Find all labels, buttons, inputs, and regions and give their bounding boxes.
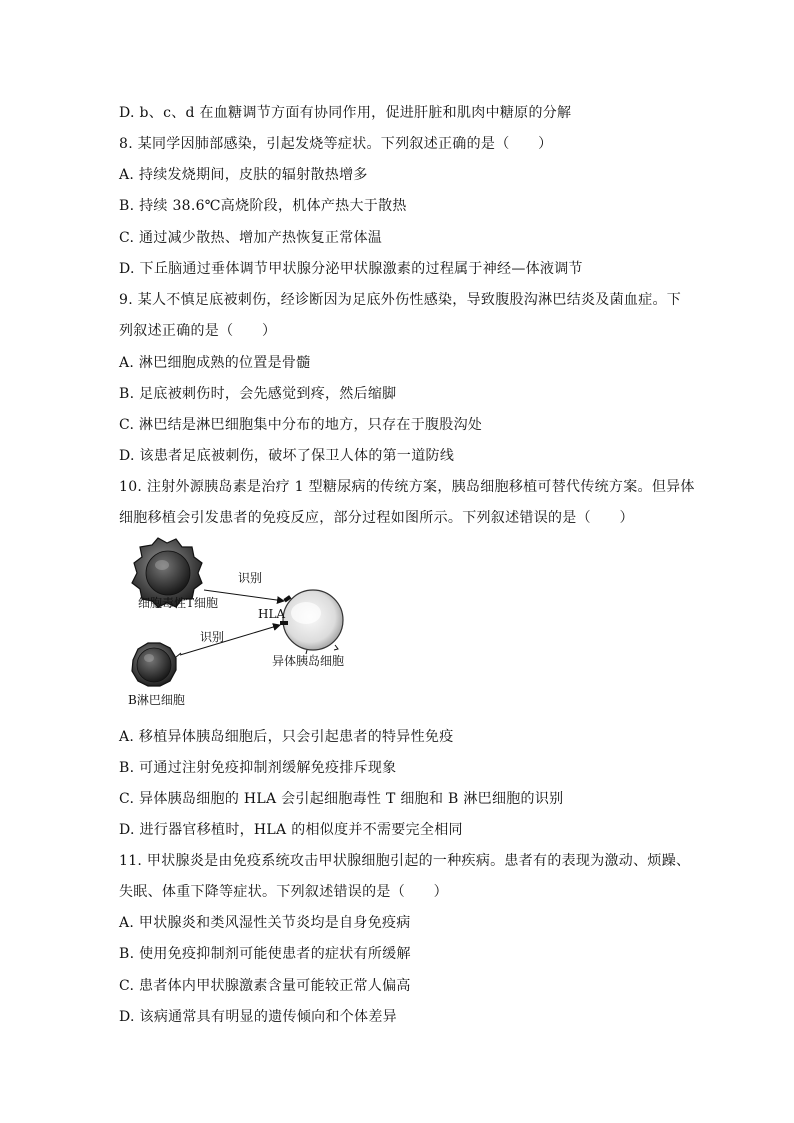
q9-option-d: D. 该患者足底被刺伤，破坏了保卫人体的第一道防线 xyxy=(119,448,455,464)
question-8: 8. 某同学因肺部感染，引起发烧等症状。下列叙述正确的是（ ） xyxy=(119,136,553,152)
q11-option-c: C. 患者体内甲状腺激素含量可能较正常人偏高 xyxy=(119,978,411,994)
q8-option-a: A. 持续发烧期间，皮肤的辐射散热增多 xyxy=(119,167,368,183)
q11-option-a: A. 甲状腺炎和类风湿性关节炎均是自身免疫病 xyxy=(119,915,411,931)
question-10-line2: 细胞移植会引发患者的免疫反应，部分过程如图所示。下列叙述错误的是（ ） xyxy=(119,510,634,526)
recognize-label-bottom: 识别 xyxy=(200,630,225,644)
q8-option-d: D. 下丘脑通过垂体调节甲状腺分泌甲状腺激素的过程属于神经—体液调节 xyxy=(119,261,583,277)
recognize-label-top: 识别 xyxy=(238,571,263,585)
q9-option-b: B. 足底被刺伤时，会先感觉到疼，然后缩脚 xyxy=(119,386,397,402)
question-9-line1: 9. 某人不慎足底被刺伤，经诊断因为足底外伤性感染，导致腹股沟淋巴结炎及菌血症。下 xyxy=(119,292,682,308)
question-9-line2: 列叙述正确的是（ ） xyxy=(119,323,277,339)
q11-option-b: B. 使用免疫抑制剂可能使患者的症状有所缓解 xyxy=(119,946,411,962)
b-cell-label: B淋巴细胞 xyxy=(128,693,185,707)
q8-option-b: B. 持续 38.6℃高烧阶段，机体产热大于散热 xyxy=(119,198,407,214)
question-11-line2: 失眠、体重下降等症状。下列叙述错误的是（ ） xyxy=(119,884,448,900)
hla-label: HLA xyxy=(258,607,286,621)
q10-option-c: C. 异体胰岛细胞的 HLA 会引起细胞毒性 T 细胞和 B 淋巴细胞的识别 xyxy=(119,791,564,807)
b-lymphocyte xyxy=(132,643,181,686)
islet-cell-label: 异体胰岛细胞 xyxy=(272,654,345,668)
q9-option-c: C. 淋巴结是淋巴细胞集中分布的地方，只存在于腹股沟处 xyxy=(119,417,483,433)
q10-option-d: D. 进行器官移植时，HLA 的相似度并不需要完全相同 xyxy=(119,822,463,838)
t-cell-label: 细胞毒性T细胞 xyxy=(138,596,219,610)
immune-recognition-diagram xyxy=(120,535,370,715)
q10-option-b: B. 可通过注射免疫抑制剂缓解免疫排斥现象 xyxy=(119,760,397,776)
q9-option-a: A. 淋巴细胞成熟的位置是骨髓 xyxy=(119,355,311,371)
q10-option-a: A. 移植异体胰岛细胞后，只会引起患者的特异性免疫 xyxy=(119,729,454,745)
hla-molecule-left xyxy=(280,621,288,625)
line-prev-option-d: D. b、c、d 在血糖调节方面有协同作用，促进肝脏和肌肉中糖原的分解 xyxy=(119,105,572,121)
allogeneic-islet-cell xyxy=(280,590,343,654)
arrow-b-cell-to-islet xyxy=(180,625,280,655)
question-10-line1: 10. 注射外源胰岛素是治疗 1 型糖尿病的传统方案，胰岛细胞移植可替代传统方案。但异体 xyxy=(119,479,695,495)
q11-option-d: D. 该病通常具有明显的遗传倾向和个体差异 xyxy=(119,1009,397,1025)
q8-option-c: C. 通过减少散热、增加产热恢复正常体温 xyxy=(119,230,383,246)
question-11-line1: 11. 甲状腺炎是由免疫系统攻击甲状腺细胞引起的一种疾病。患者有的表现为激动、烦躁、 xyxy=(119,853,691,869)
